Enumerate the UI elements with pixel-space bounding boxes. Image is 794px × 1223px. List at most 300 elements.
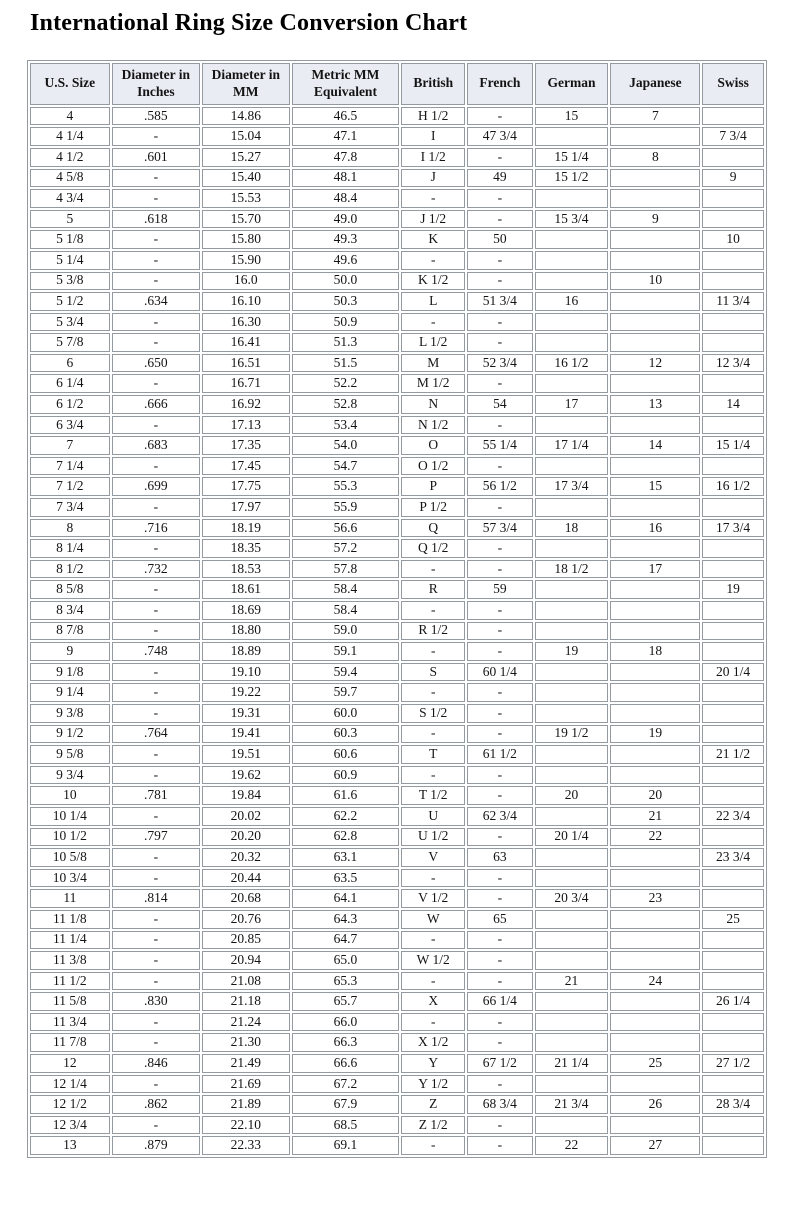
table-cell-german — [535, 580, 609, 599]
table-cell-metric-mm-equivalent: 66.0 — [292, 1013, 400, 1032]
table-cell-japanese — [610, 745, 700, 764]
table-cell-swiss — [702, 766, 764, 785]
table-cell-japanese — [610, 766, 700, 785]
table-row — [30, 663, 764, 682]
table-row — [30, 395, 764, 414]
column-header-u-s-size: U.S. Size — [30, 63, 110, 105]
table-row — [30, 642, 764, 661]
table-cell-diameter-in-mm: 15.40 — [202, 169, 290, 188]
table-cell-diameter-in-inches: - — [112, 127, 200, 146]
table-cell-diameter-in-inches: - — [112, 498, 200, 517]
table-cell-british: J — [401, 169, 465, 188]
table-cell-diameter-in-inches: .781 — [112, 786, 200, 805]
table-cell-swiss — [702, 1136, 764, 1155]
table-cell-u-s-size: 8 1/4 — [30, 539, 110, 558]
table-cell-metric-mm-equivalent: 53.4 — [292, 416, 400, 435]
table-cell-british: - — [401, 1013, 465, 1032]
table-cell-british: R — [401, 580, 465, 599]
table-cell-french: - — [467, 107, 532, 126]
table-cell-diameter-in-mm: 16.71 — [202, 374, 290, 393]
table-cell-metric-mm-equivalent: 62.2 — [292, 807, 400, 826]
table-cell-french: 50 — [467, 230, 532, 249]
table-cell-diameter-in-inches: - — [112, 683, 200, 702]
table-cell-metric-mm-equivalent: 58.4 — [292, 601, 400, 620]
column-header-japanese: Japanese — [610, 63, 700, 105]
table-cell-diameter-in-mm: 16.51 — [202, 354, 290, 373]
table-cell-u-s-size: 10 — [30, 786, 110, 805]
table-row — [30, 622, 764, 641]
table-cell-japanese — [610, 127, 700, 146]
table-cell-swiss — [702, 1013, 764, 1032]
table-header — [30, 63, 764, 105]
table-cell-diameter-in-mm: 19.41 — [202, 725, 290, 744]
table-cell-french: 49 — [467, 169, 532, 188]
table-cell-swiss — [702, 498, 764, 517]
table-cell-swiss: 23 3/4 — [702, 848, 764, 867]
table-cell-u-s-size: 6 — [30, 354, 110, 373]
table-cell-metric-mm-equivalent: 63.1 — [292, 848, 400, 867]
table-cell-british: I — [401, 127, 465, 146]
table-row — [30, 1075, 764, 1094]
table-cell-german — [535, 498, 609, 517]
table-cell-metric-mm-equivalent: 65.0 — [292, 951, 400, 970]
table-cell-japanese — [610, 869, 700, 888]
table-cell-metric-mm-equivalent: 69.1 — [292, 1136, 400, 1155]
table-cell-metric-mm-equivalent: 54.7 — [292, 457, 400, 476]
table-cell-japanese — [610, 230, 700, 249]
table-cell-u-s-size: 4 1/4 — [30, 127, 110, 146]
table-cell-metric-mm-equivalent: 56.6 — [292, 519, 400, 538]
table-cell-diameter-in-inches: - — [112, 1075, 200, 1094]
table-cell-british: - — [401, 251, 465, 270]
table-row — [30, 313, 764, 332]
table-cell-swiss: 28 3/4 — [702, 1095, 764, 1114]
table-cell-german: 16 — [535, 292, 609, 311]
table-cell-british: X 1/2 — [401, 1033, 465, 1052]
column-header-metric-mm-equivalent: Metric MM Equivalent — [292, 63, 400, 105]
table-cell-german: 21 1/4 — [535, 1054, 609, 1073]
table-cell-french: - — [467, 313, 532, 332]
table-cell-british: Q — [401, 519, 465, 538]
table-cell-japanese: 9 — [610, 210, 700, 229]
table-cell-swiss — [702, 210, 764, 229]
table-cell-japanese: 20 — [610, 786, 700, 805]
table-cell-metric-mm-equivalent: 60.6 — [292, 745, 400, 764]
table-cell-french: 57 3/4 — [467, 519, 532, 538]
table-cell-u-s-size: 5 7/8 — [30, 333, 110, 352]
table-cell-diameter-in-inches: .732 — [112, 560, 200, 579]
table-cell-u-s-size: 12 — [30, 1054, 110, 1073]
table-cell-british: H 1/2 — [401, 107, 465, 126]
table-cell-french: - — [467, 189, 532, 208]
table-cell-swiss — [702, 1075, 764, 1094]
table-cell-diameter-in-mm: 18.35 — [202, 539, 290, 558]
table-cell-japanese — [610, 416, 700, 435]
table-cell-swiss: 20 1/4 — [702, 663, 764, 682]
table-cell-french: 63 — [467, 848, 532, 867]
table-row — [30, 786, 764, 805]
table-row — [30, 127, 764, 146]
table-cell-british: I 1/2 — [401, 148, 465, 167]
table-cell-u-s-size: 6 3/4 — [30, 416, 110, 435]
table-cell-metric-mm-equivalent: 64.1 — [292, 889, 400, 908]
table-row — [30, 292, 764, 311]
table-cell-french: 56 1/2 — [467, 477, 532, 496]
table-cell-swiss — [702, 416, 764, 435]
table-cell-diameter-in-inches: - — [112, 1116, 200, 1135]
table-cell-british: W — [401, 910, 465, 929]
table-cell-diameter-in-mm: 15.90 — [202, 251, 290, 270]
table-cell-japanese: 25 — [610, 1054, 700, 1073]
table-cell-french: - — [467, 1136, 532, 1155]
table-cell-diameter-in-mm: 14.86 — [202, 107, 290, 126]
table-cell-diameter-in-mm: 20.76 — [202, 910, 290, 929]
table-cell-british: Z — [401, 1095, 465, 1114]
table-cell-swiss — [702, 622, 764, 641]
table-cell-diameter-in-inches: - — [112, 230, 200, 249]
table-cell-diameter-in-inches: - — [112, 972, 200, 991]
table-cell-diameter-in-inches: .716 — [112, 519, 200, 538]
table-cell-diameter-in-inches: .585 — [112, 107, 200, 126]
table-cell-metric-mm-equivalent: 50.3 — [292, 292, 400, 311]
table-cell-german — [535, 251, 609, 270]
table-cell-diameter-in-inches: .846 — [112, 1054, 200, 1073]
table-cell-french: 51 3/4 — [467, 292, 532, 311]
table-cell-japanese: 18 — [610, 642, 700, 661]
table-cell-metric-mm-equivalent: 49.3 — [292, 230, 400, 249]
table-cell-diameter-in-mm: 17.45 — [202, 457, 290, 476]
table-cell-german — [535, 1033, 609, 1052]
table-cell-japanese — [610, 622, 700, 641]
table-cell-japanese — [610, 1013, 700, 1032]
table-cell-german — [535, 457, 609, 476]
table-cell-japanese — [610, 910, 700, 929]
table-cell-diameter-in-inches: - — [112, 766, 200, 785]
table-cell-diameter-in-inches: .666 — [112, 395, 200, 414]
table-cell-german — [535, 910, 609, 929]
table-row — [30, 539, 764, 558]
table-cell-french: - — [467, 889, 532, 908]
table-cell-japanese — [610, 251, 700, 270]
table-row — [30, 992, 764, 1011]
table-cell-metric-mm-equivalent: 60.9 — [292, 766, 400, 785]
table-cell-japanese — [610, 1033, 700, 1052]
table-cell-diameter-in-mm: 19.62 — [202, 766, 290, 785]
table-cell-u-s-size: 13 — [30, 1136, 110, 1155]
table-cell-diameter-in-mm: 21.18 — [202, 992, 290, 1011]
table-cell-u-s-size: 6 1/2 — [30, 395, 110, 414]
table-cell-metric-mm-equivalent: 62.8 — [292, 828, 400, 847]
table-cell-swiss — [702, 374, 764, 393]
table-cell-u-s-size: 4 5/8 — [30, 169, 110, 188]
table-cell-diameter-in-mm: 20.20 — [202, 828, 290, 847]
table-cell-british: V 1/2 — [401, 889, 465, 908]
table-cell-metric-mm-equivalent: 55.3 — [292, 477, 400, 496]
table-cell-japanese: 19 — [610, 725, 700, 744]
table-cell-metric-mm-equivalent: 52.8 — [292, 395, 400, 414]
table-cell-metric-mm-equivalent: 49.0 — [292, 210, 400, 229]
table-cell-japanese — [610, 931, 700, 950]
table-cell-metric-mm-equivalent: 52.2 — [292, 374, 400, 393]
table-cell-swiss — [702, 148, 764, 167]
column-header-swiss: Swiss — [702, 63, 764, 105]
table-cell-german: 15 — [535, 107, 609, 126]
table-cell-japanese — [610, 292, 700, 311]
table-cell-french: - — [467, 972, 532, 991]
table-cell-diameter-in-mm: 18.69 — [202, 601, 290, 620]
table-header-row — [30, 63, 764, 105]
table-cell-japanese — [610, 539, 700, 558]
table-cell-japanese: 12 — [610, 354, 700, 373]
table-cell-diameter-in-inches: - — [112, 601, 200, 620]
table-cell-swiss — [702, 313, 764, 332]
table-cell-metric-mm-equivalent: 66.3 — [292, 1033, 400, 1052]
table-cell-diameter-in-inches: - — [112, 416, 200, 435]
table-cell-diameter-in-inches: - — [112, 663, 200, 682]
table-cell-french: 55 1/4 — [467, 436, 532, 455]
table-row — [30, 1116, 764, 1135]
table-cell-u-s-size: 8 7/8 — [30, 622, 110, 641]
table-cell-diameter-in-mm: 15.04 — [202, 127, 290, 146]
table-cell-diameter-in-inches: - — [112, 807, 200, 826]
table-cell-british: P 1/2 — [401, 498, 465, 517]
table-row — [30, 951, 764, 970]
table-cell-japanese: 21 — [610, 807, 700, 826]
table-cell-british: N — [401, 395, 465, 414]
table-cell-british: J 1/2 — [401, 210, 465, 229]
table-cell-u-s-size: 11 5/8 — [30, 992, 110, 1011]
table-cell-swiss: 16 1/2 — [702, 477, 764, 496]
table-cell-japanese — [610, 169, 700, 188]
table-cell-british: O — [401, 436, 465, 455]
table-cell-u-s-size: 11 1/4 — [30, 931, 110, 950]
table-cell-metric-mm-equivalent: 47.1 — [292, 127, 400, 146]
table-row — [30, 889, 764, 908]
table-cell-british: - — [401, 560, 465, 579]
table-cell-german — [535, 869, 609, 888]
table-cell-diameter-in-inches: .879 — [112, 1136, 200, 1155]
table-cell-u-s-size: 4 1/2 — [30, 148, 110, 167]
table-cell-metric-mm-equivalent: 51.3 — [292, 333, 400, 352]
table-cell-metric-mm-equivalent: 48.4 — [292, 189, 400, 208]
table-cell-british: - — [401, 766, 465, 785]
ring-size-table-container — [27, 60, 767, 1158]
table-cell-swiss — [702, 951, 764, 970]
table-cell-metric-mm-equivalent: 47.8 — [292, 148, 400, 167]
table-row — [30, 1033, 764, 1052]
table-cell-metric-mm-equivalent: 60.0 — [292, 704, 400, 723]
table-cell-german — [535, 745, 609, 764]
table-cell-japanese — [610, 580, 700, 599]
table-cell-german: 17 1/4 — [535, 436, 609, 455]
table-cell-japanese: 8 — [610, 148, 700, 167]
table-cell-french: - — [467, 416, 532, 435]
table-cell-swiss: 9 — [702, 169, 764, 188]
table-cell-diameter-in-mm: 15.80 — [202, 230, 290, 249]
table-cell-metric-mm-equivalent: 67.2 — [292, 1075, 400, 1094]
table-cell-swiss: 26 1/4 — [702, 992, 764, 1011]
table-cell-diameter-in-inches: - — [112, 169, 200, 188]
table-cell-diameter-in-inches: .618 — [112, 210, 200, 229]
table-cell-french: 54 — [467, 395, 532, 414]
table-cell-u-s-size: 9 3/4 — [30, 766, 110, 785]
table-cell-metric-mm-equivalent: 64.3 — [292, 910, 400, 929]
table-cell-japanese: 27 — [610, 1136, 700, 1155]
table-cell-swiss — [702, 1033, 764, 1052]
table-cell-diameter-in-mm: 16.0 — [202, 272, 290, 291]
table-cell-diameter-in-inches: .830 — [112, 992, 200, 1011]
table-cell-french: 52 3/4 — [467, 354, 532, 373]
table-cell-swiss — [702, 189, 764, 208]
table-cell-diameter-in-mm: 15.27 — [202, 148, 290, 167]
table-cell-british: - — [401, 869, 465, 888]
table-row — [30, 251, 764, 270]
table-cell-german: 22 — [535, 1136, 609, 1155]
table-row — [30, 189, 764, 208]
table-cell-british: - — [401, 683, 465, 702]
table-cell-u-s-size: 9 1/4 — [30, 683, 110, 702]
table-cell-diameter-in-mm: 20.68 — [202, 889, 290, 908]
table-cell-french: - — [467, 951, 532, 970]
table-row — [30, 972, 764, 991]
table-cell-french: - — [467, 1075, 532, 1094]
table-cell-german — [535, 766, 609, 785]
table-cell-japanese: 26 — [610, 1095, 700, 1114]
table-cell-german — [535, 992, 609, 1011]
table-cell-u-s-size: 4 3/4 — [30, 189, 110, 208]
table-cell-u-s-size: 7 1/2 — [30, 477, 110, 496]
table-cell-diameter-in-mm: 18.19 — [202, 519, 290, 538]
table-cell-british: W 1/2 — [401, 951, 465, 970]
table-row — [30, 416, 764, 435]
table-cell-german — [535, 663, 609, 682]
table-cell-metric-mm-equivalent: 65.7 — [292, 992, 400, 1011]
table-cell-diameter-in-inches: - — [112, 313, 200, 332]
table-cell-diameter-in-mm: 22.10 — [202, 1116, 290, 1135]
table-cell-british: L — [401, 292, 465, 311]
table-cell-u-s-size: 10 5/8 — [30, 848, 110, 867]
table-cell-british: M — [401, 354, 465, 373]
table-cell-diameter-in-inches: .634 — [112, 292, 200, 311]
table-cell-british: - — [401, 931, 465, 950]
table-cell-diameter-in-inches: - — [112, 457, 200, 476]
table-cell-metric-mm-equivalent: 50.0 — [292, 272, 400, 291]
table-cell-german — [535, 272, 609, 291]
table-cell-french: - — [467, 725, 532, 744]
table-cell-french: - — [467, 1013, 532, 1032]
table-cell-british: Y — [401, 1054, 465, 1073]
column-header-british: British — [401, 63, 465, 105]
table-cell-diameter-in-mm: 19.51 — [202, 745, 290, 764]
table-cell-german: 16 1/2 — [535, 354, 609, 373]
table-row — [30, 107, 764, 126]
table-cell-swiss — [702, 601, 764, 620]
table-cell-diameter-in-inches: - — [112, 251, 200, 270]
table-row — [30, 230, 764, 249]
table-cell-swiss: 10 — [702, 230, 764, 249]
table-cell-french: - — [467, 683, 532, 702]
table-cell-u-s-size: 5 — [30, 210, 110, 229]
table-cell-diameter-in-mm: 21.89 — [202, 1095, 290, 1114]
table-cell-british: V — [401, 848, 465, 867]
table-cell-diameter-in-inches: - — [112, 1013, 200, 1032]
table-cell-german — [535, 848, 609, 867]
table-cell-diameter-in-mm: 21.69 — [202, 1075, 290, 1094]
table-cell-french: - — [467, 869, 532, 888]
table-cell-diameter-in-mm: 22.33 — [202, 1136, 290, 1155]
table-cell-diameter-in-inches: - — [112, 272, 200, 291]
table-row — [30, 333, 764, 352]
table-row — [30, 1013, 764, 1032]
table-cell-diameter-in-inches: - — [112, 910, 200, 929]
table-row — [30, 1136, 764, 1155]
table-cell-german: 21 3/4 — [535, 1095, 609, 1114]
table-cell-diameter-in-mm: 18.80 — [202, 622, 290, 641]
table-cell-metric-mm-equivalent: 58.4 — [292, 580, 400, 599]
table-cell-diameter-in-inches: .862 — [112, 1095, 200, 1114]
table-cell-swiss — [702, 107, 764, 126]
table-cell-french: - — [467, 766, 532, 785]
table-row — [30, 477, 764, 496]
table-cell-metric-mm-equivalent: 50.9 — [292, 313, 400, 332]
table-cell-u-s-size: 5 1/2 — [30, 292, 110, 311]
table-cell-french: - — [467, 828, 532, 847]
table-cell-british: U 1/2 — [401, 828, 465, 847]
table-cell-german: 18 — [535, 519, 609, 538]
table-cell-diameter-in-mm: 21.08 — [202, 972, 290, 991]
table-cell-french: 61 1/2 — [467, 745, 532, 764]
table-cell-swiss: 11 3/4 — [702, 292, 764, 311]
table-cell-german — [535, 374, 609, 393]
table-row — [30, 148, 764, 167]
table-cell-metric-mm-equivalent: 46.5 — [292, 107, 400, 126]
table-cell-french: - — [467, 704, 532, 723]
table-cell-german — [535, 539, 609, 558]
table-cell-german — [535, 1013, 609, 1032]
table-cell-u-s-size: 9 5/8 — [30, 745, 110, 764]
table-cell-u-s-size: 6 1/4 — [30, 374, 110, 393]
table-cell-diameter-in-mm: 17.35 — [202, 436, 290, 455]
table-cell-metric-mm-equivalent: 54.0 — [292, 436, 400, 455]
table-row — [30, 828, 764, 847]
table-cell-french: 62 3/4 — [467, 807, 532, 826]
table-cell-swiss — [702, 1116, 764, 1135]
table-cell-british: Q 1/2 — [401, 539, 465, 558]
table-cell-french: - — [467, 457, 532, 476]
table-row — [30, 210, 764, 229]
table-cell-japanese: 10 — [610, 272, 700, 291]
table-cell-french: - — [467, 931, 532, 950]
table-row — [30, 683, 764, 702]
table-cell-diameter-in-mm: 19.10 — [202, 663, 290, 682]
table-cell-diameter-in-inches: .797 — [112, 828, 200, 847]
table-cell-diameter-in-mm: 21.24 — [202, 1013, 290, 1032]
table-cell-u-s-size: 5 3/4 — [30, 313, 110, 332]
table-cell-french: - — [467, 498, 532, 517]
page-title: International Ring Size Conversion Chart — [30, 10, 468, 36]
table-cell-metric-mm-equivalent: 61.6 — [292, 786, 400, 805]
table-cell-diameter-in-mm: 20.02 — [202, 807, 290, 826]
table-cell-french: - — [467, 539, 532, 558]
table-cell-diameter-in-mm: 19.84 — [202, 786, 290, 805]
table-cell-british: S 1/2 — [401, 704, 465, 723]
table-cell-u-s-size: 12 1/4 — [30, 1075, 110, 1094]
table-cell-diameter-in-mm: 16.10 — [202, 292, 290, 311]
table-cell-german — [535, 333, 609, 352]
table-cell-german: 15 3/4 — [535, 210, 609, 229]
table-cell-british: U — [401, 807, 465, 826]
table-cell-metric-mm-equivalent: 57.8 — [292, 560, 400, 579]
